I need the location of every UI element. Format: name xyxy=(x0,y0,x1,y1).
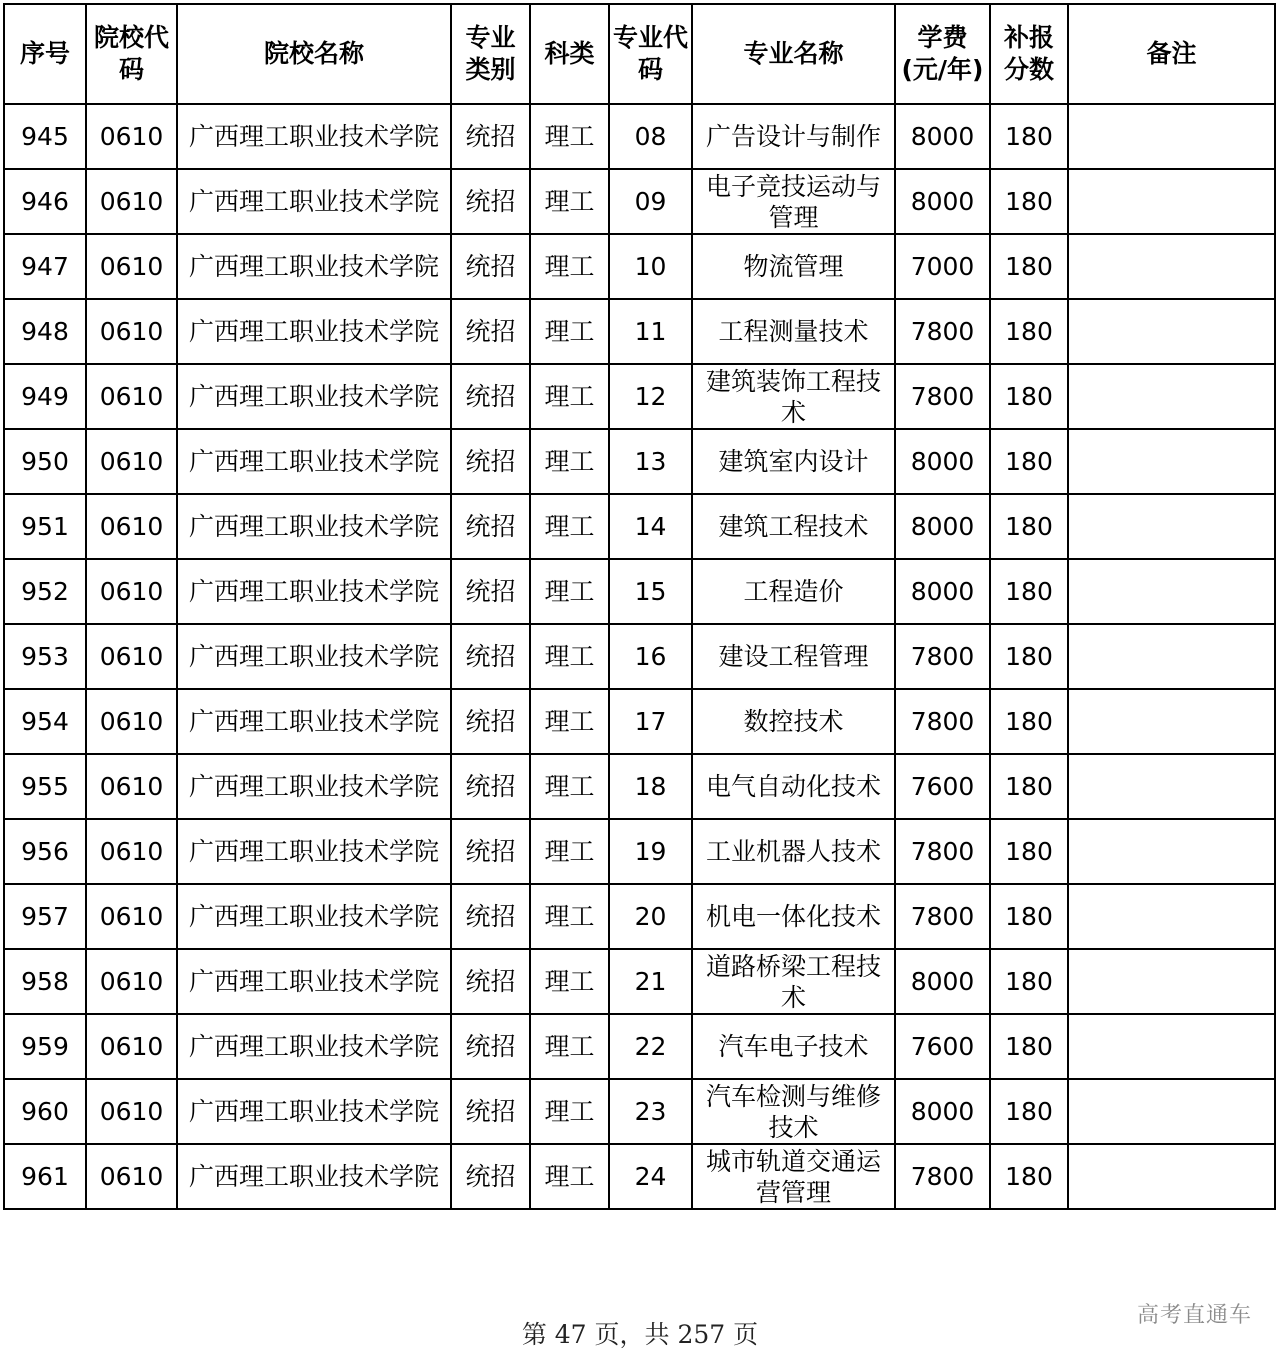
cell-major-name: 广告设计与制作 xyxy=(692,104,895,169)
cell-note xyxy=(1068,1144,1275,1209)
cell-school-name: 广西理工职业技术学院 xyxy=(177,689,451,754)
cell-school-name: 广西理工职业技术学院 xyxy=(177,1144,451,1209)
cell-school-code: 0610 xyxy=(86,494,177,559)
cell-major-category: 统招 xyxy=(451,299,530,364)
cell-school-code: 0610 xyxy=(86,169,177,234)
cell-field: 理工 xyxy=(530,1079,609,1144)
admission-table xyxy=(3,3,1276,1210)
cell-score: 180 xyxy=(990,364,1068,429)
cell-major-code: 23 xyxy=(609,1079,692,1144)
table-row xyxy=(4,364,1275,429)
cell-note xyxy=(1068,949,1275,1014)
cell-tuition: 7800 xyxy=(895,884,990,949)
cell-major-category: 统招 xyxy=(451,104,530,169)
header-field: 科类 xyxy=(530,4,609,104)
cell-field: 理工 xyxy=(530,689,609,754)
table-header-row xyxy=(4,4,1275,104)
cell-school-name: 广西理工职业技术学院 xyxy=(177,819,451,884)
table-row xyxy=(4,689,1275,754)
table-row xyxy=(4,169,1275,234)
cell-note xyxy=(1068,754,1275,819)
cell-school-name: 广西理工职业技术学院 xyxy=(177,884,451,949)
cell-note xyxy=(1068,104,1275,169)
cell-tuition: 8000 xyxy=(895,949,990,1014)
cell-score: 180 xyxy=(990,884,1068,949)
cell-major-name: 建筑室内设计 xyxy=(692,429,895,494)
cell-school-code: 0610 xyxy=(86,819,177,884)
cell-note xyxy=(1068,884,1275,949)
header-major-code: 专业代码 xyxy=(609,4,692,104)
table-row xyxy=(4,884,1275,949)
cell-school-name: 广西理工职业技术学院 xyxy=(177,494,451,559)
cell-seq: 945 xyxy=(4,104,86,169)
cell-major-code: 16 xyxy=(609,624,692,689)
cell-major-code: 13 xyxy=(609,429,692,494)
cell-major-category: 统招 xyxy=(451,689,530,754)
cell-score: 180 xyxy=(990,689,1068,754)
table-row xyxy=(4,1079,1275,1144)
cell-school-name: 广西理工职业技术学院 xyxy=(177,299,451,364)
cell-major-code: 24 xyxy=(609,1144,692,1209)
cell-major-name: 建设工程管理 xyxy=(692,624,895,689)
cell-tuition: 7000 xyxy=(895,234,990,299)
cell-seq: 951 xyxy=(4,494,86,559)
cell-school-name: 广西理工职业技术学院 xyxy=(177,1079,451,1144)
cell-tuition: 7800 xyxy=(895,689,990,754)
cell-school-name: 广西理工职业技术学院 xyxy=(177,754,451,819)
cell-note xyxy=(1068,299,1275,364)
cell-major-code: 10 xyxy=(609,234,692,299)
cell-note xyxy=(1068,494,1275,559)
cell-note xyxy=(1068,429,1275,494)
cell-major-category: 统招 xyxy=(451,884,530,949)
table-row xyxy=(4,429,1275,494)
cell-tuition: 7600 xyxy=(895,754,990,819)
header-major-name: 专业名称 xyxy=(692,4,895,104)
table-row xyxy=(4,1014,1275,1079)
cell-school-name: 广西理工职业技术学院 xyxy=(177,364,451,429)
cell-seq: 961 xyxy=(4,1144,86,1209)
cell-major-name: 工程造价 xyxy=(692,559,895,624)
cell-tuition: 7800 xyxy=(895,819,990,884)
table-row xyxy=(4,234,1275,299)
cell-school-name: 广西理工职业技术学院 xyxy=(177,624,451,689)
cell-seq: 952 xyxy=(4,559,86,624)
header-note: 备注 xyxy=(1068,4,1275,104)
cell-field: 理工 xyxy=(530,754,609,819)
cell-school-name: 广西理工职业技术学院 xyxy=(177,559,451,624)
cell-field: 理工 xyxy=(530,299,609,364)
cell-major-category: 统招 xyxy=(451,754,530,819)
cell-school-name: 广西理工职业技术学院 xyxy=(177,234,451,299)
header-school-name: 院校名称 xyxy=(177,4,451,104)
cell-field: 理工 xyxy=(530,1144,609,1209)
cell-major-name: 数控技术 xyxy=(692,689,895,754)
cell-note xyxy=(1068,1014,1275,1079)
cell-score: 180 xyxy=(990,624,1068,689)
cell-note xyxy=(1068,559,1275,624)
cell-major-name: 物流管理 xyxy=(692,234,895,299)
header-school-code: 院校代码 xyxy=(86,4,177,104)
cell-major-name: 工程测量技术 xyxy=(692,299,895,364)
header-major-category: 专业类别 xyxy=(451,4,530,104)
cell-major-name: 道路桥梁工程技术 xyxy=(692,949,895,1014)
cell-tuition: 8000 xyxy=(895,104,990,169)
cell-school-name: 广西理工职业技术学院 xyxy=(177,949,451,1014)
cell-tuition: 8000 xyxy=(895,169,990,234)
cell-score: 180 xyxy=(990,754,1068,819)
cell-tuition: 8000 xyxy=(895,559,990,624)
cell-school-name: 广西理工职业技术学院 xyxy=(177,429,451,494)
cell-major-code: 15 xyxy=(609,559,692,624)
cell-school-code: 0610 xyxy=(86,689,177,754)
cell-score: 180 xyxy=(990,559,1068,624)
cell-tuition: 8000 xyxy=(895,1079,990,1144)
cell-major-category: 统招 xyxy=(451,624,530,689)
cell-tuition: 7800 xyxy=(895,1144,990,1209)
cell-seq: 950 xyxy=(4,429,86,494)
cell-major-name: 汽车检测与维修技术 xyxy=(692,1079,895,1144)
cell-score: 180 xyxy=(990,429,1068,494)
cell-major-code: 17 xyxy=(609,689,692,754)
cell-major-code: 18 xyxy=(609,754,692,819)
cell-major-code: 21 xyxy=(609,949,692,1014)
cell-tuition: 8000 xyxy=(895,494,990,559)
table-body xyxy=(4,104,1275,1209)
cell-major-category: 统招 xyxy=(451,949,530,1014)
cell-field: 理工 xyxy=(530,234,609,299)
cell-school-code: 0610 xyxy=(86,624,177,689)
cell-seq: 946 xyxy=(4,169,86,234)
cell-tuition: 7800 xyxy=(895,299,990,364)
page-number: 第 47 页，共 257 页 xyxy=(521,1320,759,1349)
cell-note xyxy=(1068,819,1275,884)
cell-note xyxy=(1068,364,1275,429)
cell-school-name: 广西理工职业技术学院 xyxy=(177,169,451,234)
cell-field: 理工 xyxy=(530,559,609,624)
cell-major-category: 统招 xyxy=(451,819,530,884)
cell-field: 理工 xyxy=(530,364,609,429)
cell-major-category: 统招 xyxy=(451,429,530,494)
cell-field: 理工 xyxy=(530,494,609,559)
table-row xyxy=(4,754,1275,819)
cell-note xyxy=(1068,1079,1275,1144)
cell-field: 理工 xyxy=(530,819,609,884)
cell-seq: 955 xyxy=(4,754,86,819)
cell-tuition: 7800 xyxy=(895,624,990,689)
cell-major-name: 机电一体化技术 xyxy=(692,884,895,949)
cell-school-code: 0610 xyxy=(86,364,177,429)
cell-school-code: 0610 xyxy=(86,559,177,624)
cell-seq: 947 xyxy=(4,234,86,299)
cell-field: 理工 xyxy=(530,1014,609,1079)
cell-major-code: 19 xyxy=(609,819,692,884)
cell-major-category: 统招 xyxy=(451,494,530,559)
cell-score: 180 xyxy=(990,169,1068,234)
cell-seq: 958 xyxy=(4,949,86,1014)
table-row xyxy=(4,624,1275,689)
cell-field: 理工 xyxy=(530,884,609,949)
cell-score: 180 xyxy=(990,949,1068,1014)
cell-major-code: 22 xyxy=(609,1014,692,1079)
cell-school-code: 0610 xyxy=(86,1014,177,1079)
cell-score: 180 xyxy=(990,1014,1068,1079)
cell-major-name: 电子竞技运动与管理 xyxy=(692,169,895,234)
cell-tuition: 8000 xyxy=(895,429,990,494)
cell-major-name: 建筑工程技术 xyxy=(692,494,895,559)
header-seq: 序号 xyxy=(4,4,86,104)
table-row xyxy=(4,494,1275,559)
cell-school-code: 0610 xyxy=(86,1144,177,1209)
cell-score: 180 xyxy=(990,234,1068,299)
cell-field: 理工 xyxy=(530,949,609,1014)
cell-seq: 949 xyxy=(4,364,86,429)
cell-seq: 954 xyxy=(4,689,86,754)
cell-school-code: 0610 xyxy=(86,1079,177,1144)
cell-seq: 956 xyxy=(4,819,86,884)
cell-school-code: 0610 xyxy=(86,234,177,299)
cell-school-name: 广西理工职业技术学院 xyxy=(177,104,451,169)
table-row xyxy=(4,559,1275,624)
table-row xyxy=(4,299,1275,364)
cell-note xyxy=(1068,169,1275,234)
header-tuition: 学费(元/年) xyxy=(895,4,990,104)
cell-school-code: 0610 xyxy=(86,429,177,494)
cell-score: 180 xyxy=(990,299,1068,364)
cell-score: 180 xyxy=(990,819,1068,884)
cell-field: 理工 xyxy=(530,169,609,234)
cell-major-category: 统招 xyxy=(451,234,530,299)
cell-major-code: 11 xyxy=(609,299,692,364)
cell-school-code: 0610 xyxy=(86,299,177,364)
cell-field: 理工 xyxy=(530,429,609,494)
cell-major-code: 12 xyxy=(609,364,692,429)
cell-major-code: 14 xyxy=(609,494,692,559)
cell-major-code: 09 xyxy=(609,169,692,234)
cell-score: 180 xyxy=(990,104,1068,169)
cell-seq: 948 xyxy=(4,299,86,364)
cell-major-name: 城市轨道交通运营管理 xyxy=(692,1144,895,1209)
cell-major-code: 08 xyxy=(609,104,692,169)
cell-school-code: 0610 xyxy=(86,754,177,819)
cell-tuition: 7800 xyxy=(895,364,990,429)
cell-major-name: 电气自动化技术 xyxy=(692,754,895,819)
cell-major-name: 工业机器人技术 xyxy=(692,819,895,884)
cell-major-name: 建筑装饰工程技术 xyxy=(692,364,895,429)
cell-school-code: 0610 xyxy=(86,949,177,1014)
cell-seq: 953 xyxy=(4,624,86,689)
cell-score: 180 xyxy=(990,494,1068,559)
cell-major-category: 统招 xyxy=(451,559,530,624)
table-row xyxy=(4,949,1275,1014)
cell-note xyxy=(1068,234,1275,299)
cell-note xyxy=(1068,689,1275,754)
table-row xyxy=(4,819,1275,884)
cell-major-code: 20 xyxy=(609,884,692,949)
cell-score: 180 xyxy=(990,1079,1068,1144)
header-score: 补报分数 xyxy=(990,4,1068,104)
cell-school-name: 广西理工职业技术学院 xyxy=(177,1014,451,1079)
table-row xyxy=(4,104,1275,169)
cell-major-category: 统招 xyxy=(451,364,530,429)
cell-seq: 960 xyxy=(4,1079,86,1144)
cell-major-name: 汽车电子技术 xyxy=(692,1014,895,1079)
cell-score: 180 xyxy=(990,1144,1068,1209)
cell-field: 理工 xyxy=(530,624,609,689)
cell-major-category: 统招 xyxy=(451,1144,530,1209)
cell-major-category: 统招 xyxy=(451,1079,530,1144)
cell-major-category: 统招 xyxy=(451,169,530,234)
cell-school-code: 0610 xyxy=(86,104,177,169)
watermark-text: 高考直通车 xyxy=(1136,1303,1252,1328)
cell-seq: 959 xyxy=(4,1014,86,1079)
table-row xyxy=(4,1144,1275,1209)
cell-tuition: 7600 xyxy=(895,1014,990,1079)
cell-field: 理工 xyxy=(530,104,609,169)
cell-seq: 957 xyxy=(4,884,86,949)
cell-major-category: 统招 xyxy=(451,1014,530,1079)
cell-note xyxy=(1068,624,1275,689)
cell-school-code: 0610 xyxy=(86,884,177,949)
